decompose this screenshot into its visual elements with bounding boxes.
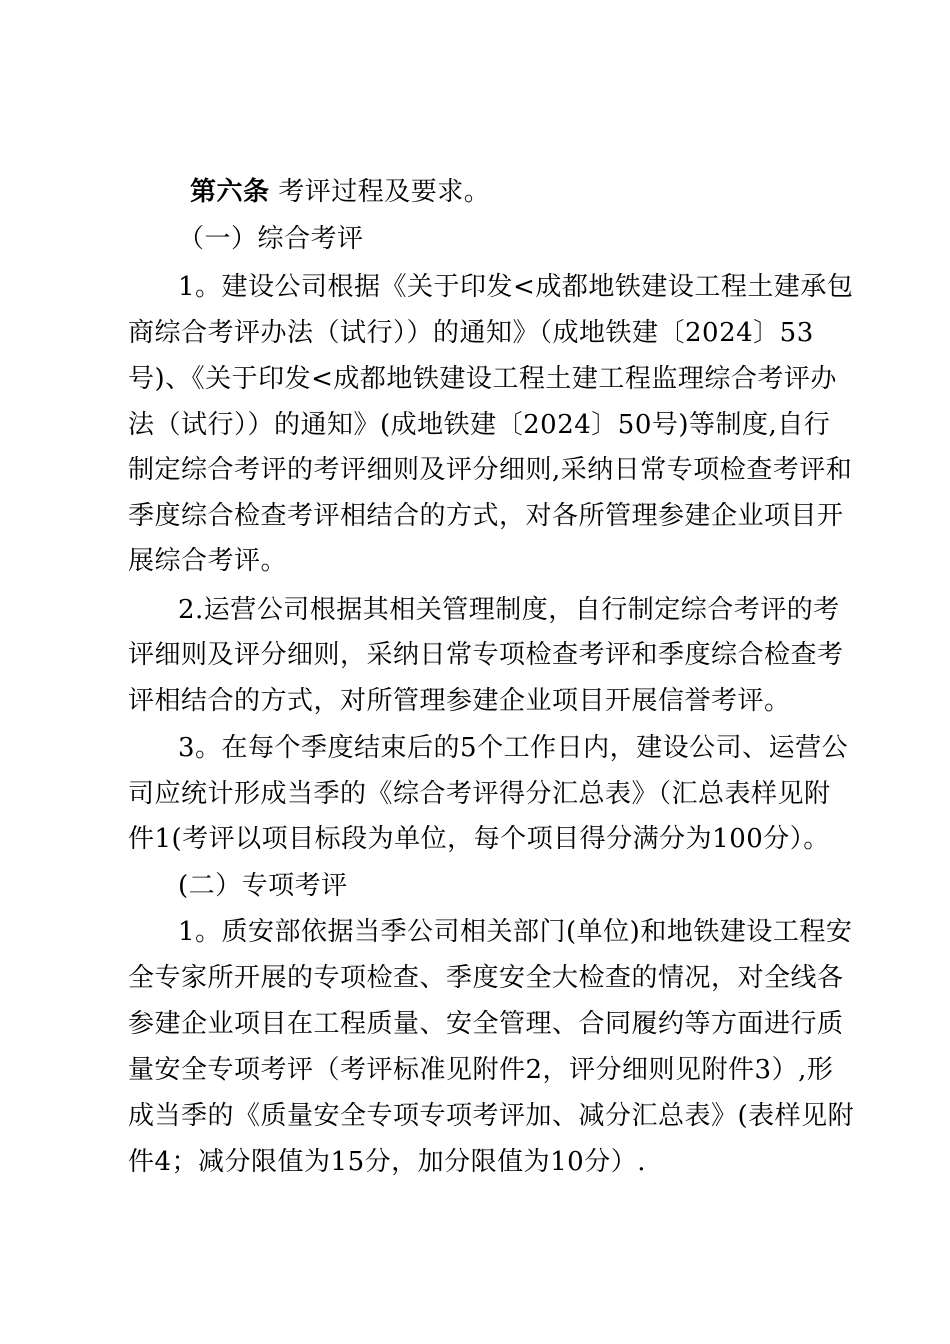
paragraph-line: 量安全专项考评（考评标准见附件2，评分细则见附件3）,形 [128, 1055, 834, 1085]
article-title: 考评过程及要求。 [269, 177, 491, 207]
paragraph-line: 参建企业项目在工程质量、安全管理、合同履约等方面进行质 [128, 1009, 844, 1039]
paragraph-line: 1。建设公司根据《关于印发<成都地铁建设工程土建承包 [178, 272, 854, 302]
paragraph-line: 件4；减分限值为15分，加分限值为10分）. [128, 1147, 646, 1177]
paragraph-line: 评相结合的方式，对所管理参建企业项目开展信誉考评。 [128, 686, 791, 716]
article-heading [190, 175, 490, 209]
paragraph-line: 评细则及评分细则，采纳日常专项检查考评和季度综合检查考 [128, 640, 844, 670]
paragraph-line: 2.运营公司根据其相关管理制度，自行制定综合考评的考 [178, 595, 840, 625]
paragraph-line: 展综合考评。 [128, 546, 288, 576]
paragraph-line: 3。在每个季度结束后的5个工作日内，建设公司、运营公 [178, 733, 849, 763]
article-label: 第六条 [190, 177, 270, 207]
paragraph-line: 号)、《关于印发<成都地铁建设工程土建工程监理综合考评办 [128, 364, 837, 394]
paragraph-line: 商综合考评办法（试行））的通知》（成地铁建〔2024〕53 [128, 318, 814, 348]
paragraph-line: 成当季的《质量安全专项专项考评加、减分汇总表》(表样见附 [128, 1101, 855, 1131]
section-heading-special: (二）专项考评 [178, 871, 348, 901]
paragraph-line: 件1(考评以项目标段为单位，每个项目得分满分为100分）。 [128, 824, 830, 854]
paragraph-line: 法（试行））的通知》(成地铁建〔2024〕50号)等制度,自行 [128, 410, 831, 440]
paragraph-line: 全专家所开展的专项检查、季度安全大检查的情况，对全线各 [128, 963, 844, 993]
section-heading-comprehensive: （一）综合考评 [178, 224, 364, 254]
paragraph-line: 制定综合考评的考评细则及评分细则,采纳日常专项检查考评和 [128, 455, 853, 485]
paragraph-line: 司应统计形成当季的《综合考评得分汇总表》（汇总表样见附 [128, 779, 831, 809]
paragraph-line: 1。质安部依据当季公司相关部门(单位)和地铁建设工程安 [178, 917, 853, 947]
paragraph-line: 季度综合检查考评相结合的方式，对各所管理参建企业项目开 [128, 501, 844, 531]
